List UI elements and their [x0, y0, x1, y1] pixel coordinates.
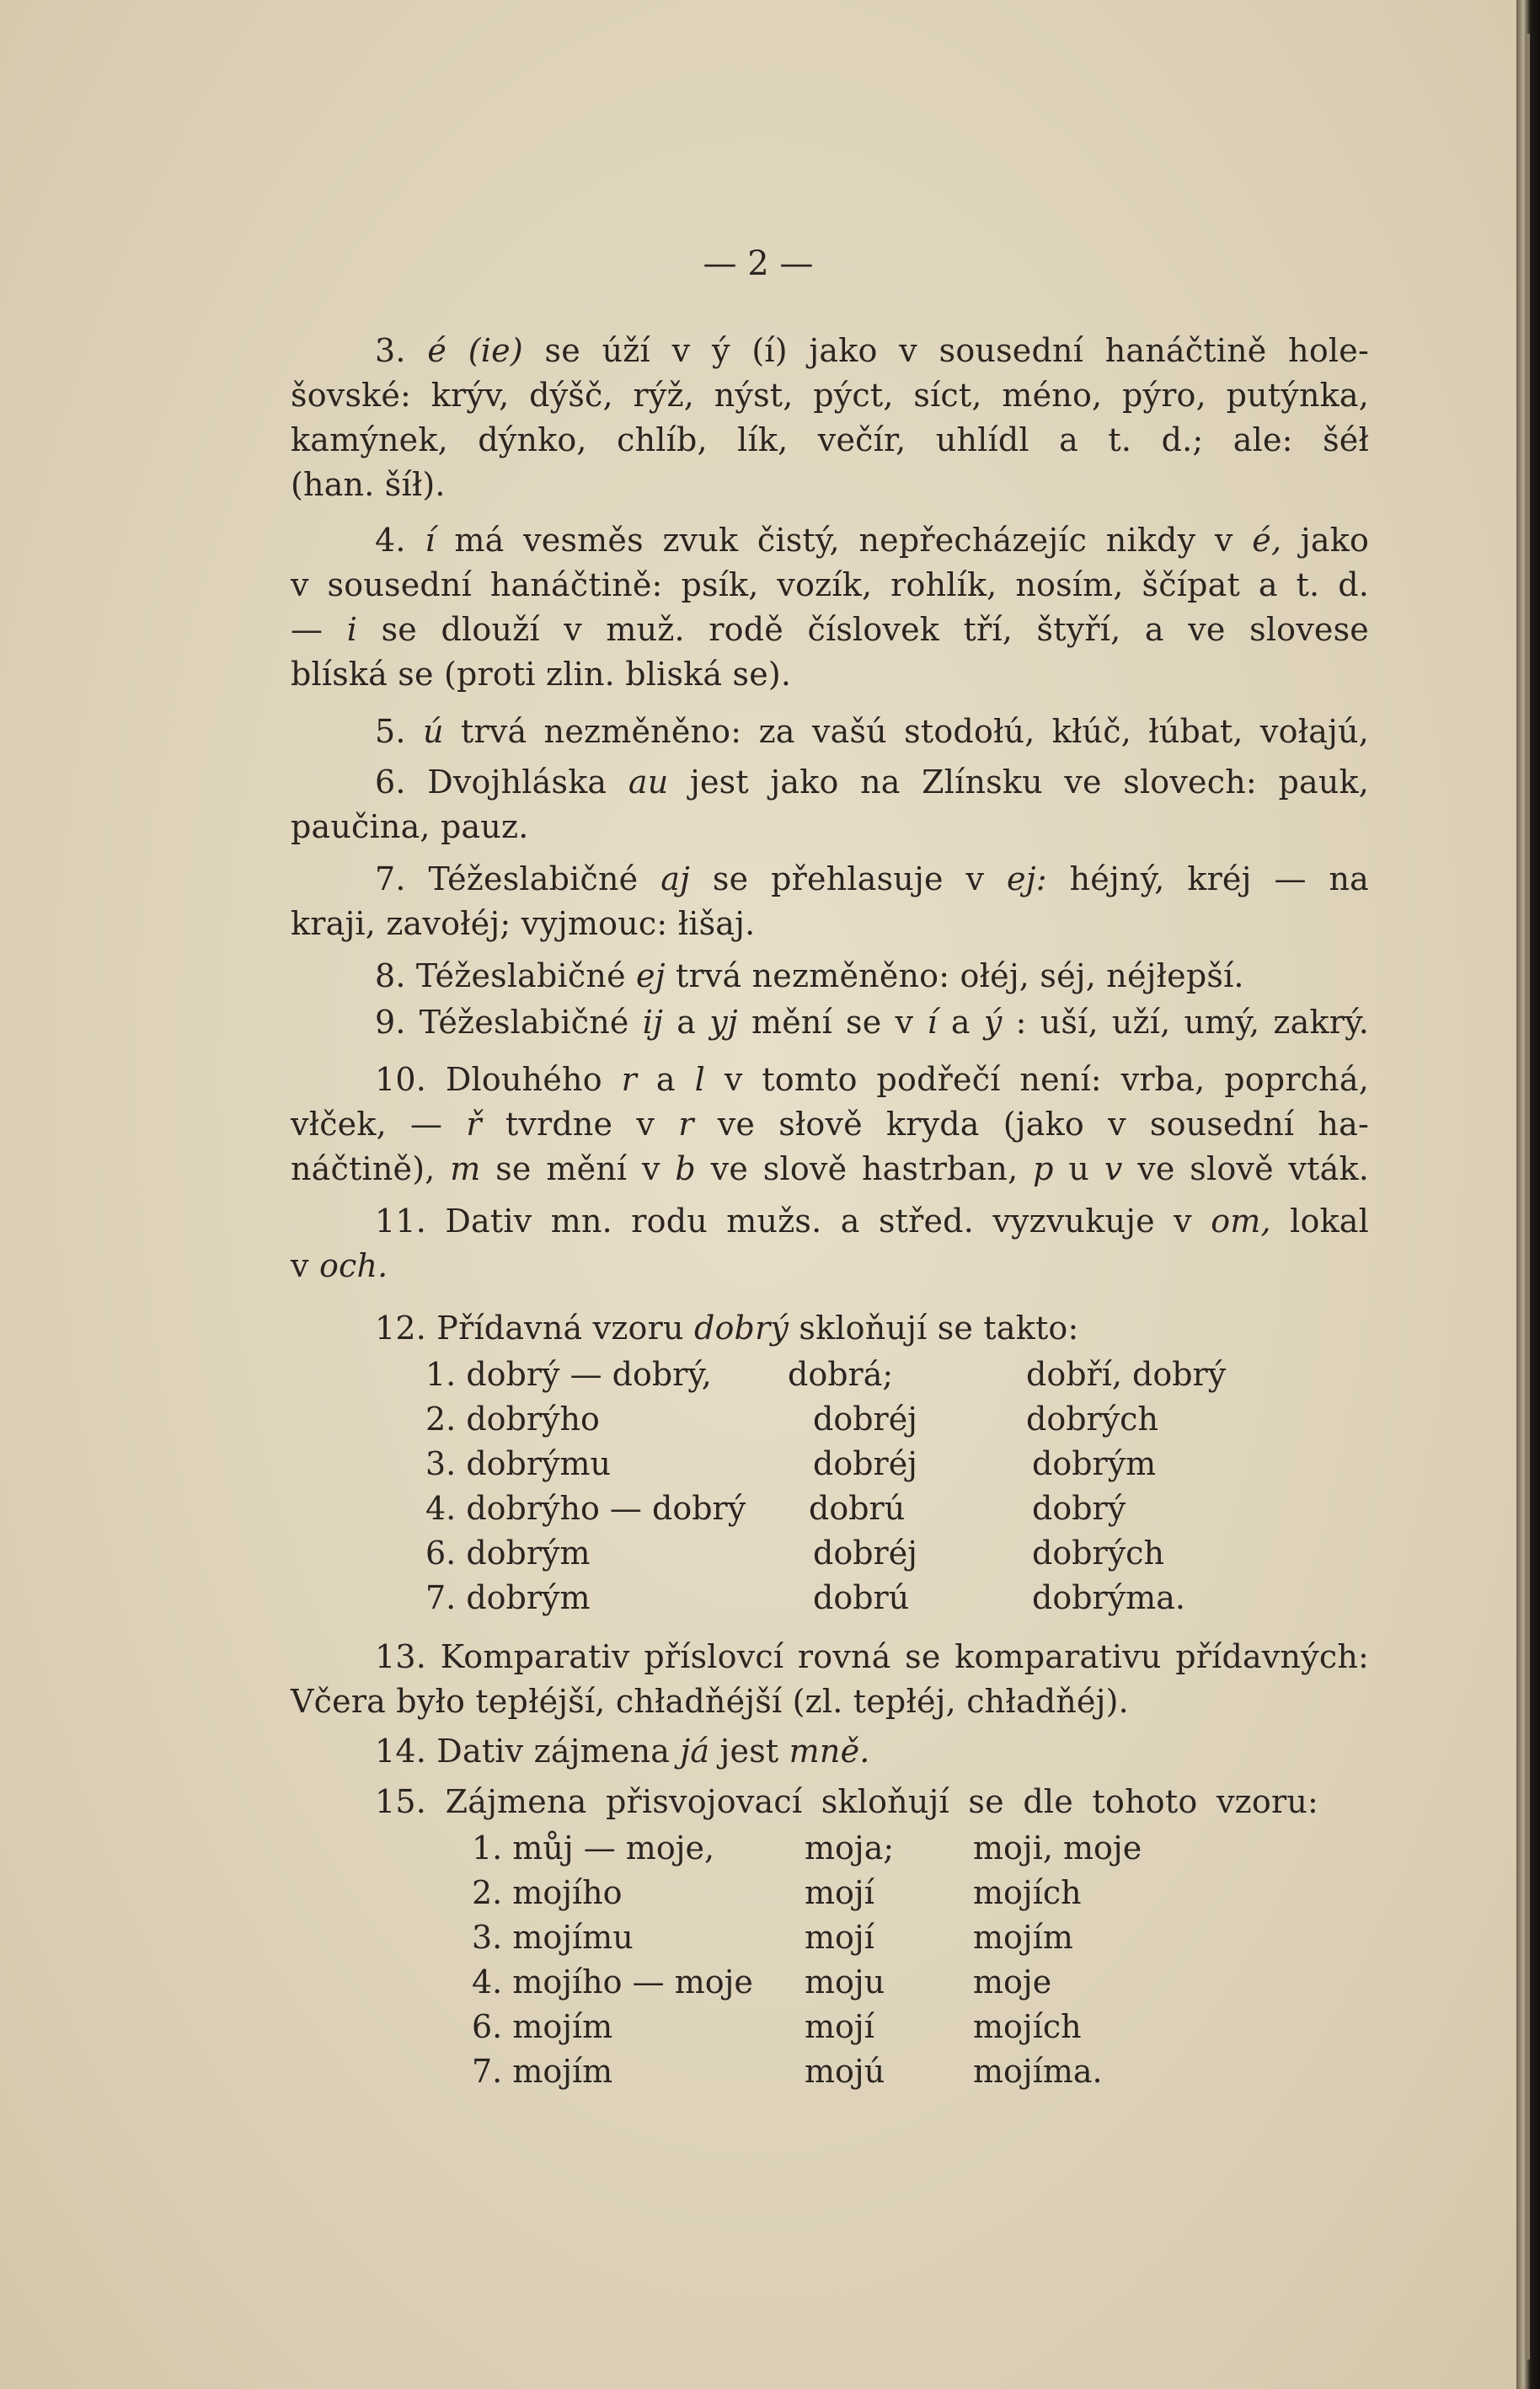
table-cell: 1. můj — moje,	[472, 1829, 715, 1867]
p7-line1: 7. Téžeslabičné aj se přehlasuje v ej: héjný, kréj — na	[375, 860, 1370, 897]
p3-line3: kamýnek, dýnko, chlíb, lík, večír, uhlídl a t. d.; ale: šéł	[291, 421, 1369, 458]
table-cell: mojí	[805, 1919, 874, 1956]
table-cell: 6. dobrým	[425, 1535, 591, 1572]
table-cell: dobrých	[1026, 1401, 1158, 1438]
table-cell: 6. mojím	[472, 2008, 613, 2045]
table-cell: dobří, dobrý	[1026, 1356, 1227, 1393]
p4-line2: v sousední hanáčtině: psík, vozík, rohlík, nosím, ščípat a t. d.	[291, 566, 1369, 603]
p10-line2: vłček, — ř tvrdne v r ve słově kryda (jako v sousední ha-	[291, 1106, 1369, 1143]
table-cell: moju	[805, 1963, 885, 2001]
page-number: — 2 —	[703, 244, 814, 283]
p6-line1: 6. Dvojhláska au jest jako na Zlínsku ve slovech: pauk,	[375, 763, 1370, 801]
table-cell: 4. mojího — moje	[472, 1963, 753, 2001]
table-cell: mojím	[973, 1919, 1073, 1956]
table-cell: dobrých	[1032, 1535, 1164, 1572]
p10-line3: náčtině), m se mění v b ve slově hastrban, p u v ve slově vták.	[291, 1150, 1370, 1187]
table-cell: 3. mojímu	[472, 1919, 634, 1956]
table-cell: mojích	[973, 1874, 1082, 1911]
p5-line1: 5. ú trvá nezměněno: za vašú stodołú, kłúč, łúbat, vołajú,	[375, 713, 1369, 750]
table-cell: 4. dobrýho — dobrý	[425, 1490, 746, 1527]
table-cell: dobrú	[813, 1579, 910, 1616]
p15-line1: 15. Zájmena přisvojovací skloňují se dle tohoto vzoru:	[375, 1783, 1318, 1820]
p10-line1: 10. Dlouhého r a l v tomto podřečí není: vrba, poprchá,	[375, 1061, 1369, 1098]
p11-line2: v och.	[291, 1247, 388, 1284]
table-cell: dobréj	[813, 1401, 917, 1438]
table-cell: dobrým	[1032, 1445, 1157, 1482]
table-cell: 2. dobrýho	[425, 1401, 600, 1438]
p14-line1: 14. Dativ zájmena já jest mně.	[375, 1733, 870, 1770]
p3-line4: (han. šíł).	[291, 466, 446, 503]
table-cell: moja;	[805, 1829, 895, 1867]
p7-line2: kraji, zavołéj; vyjmouc: łišaj.	[291, 905, 756, 942]
p4-line1: 4. í má vesměs zvuk čistý, nepřecházejíc nikdy v é, jako	[375, 522, 1370, 559]
table-cell: 7. mojím	[472, 2053, 613, 2090]
p3-line2: šovské: krýv, dýšč, rýž, nýst, pýct, síct, méno, pýro, putýnka,	[291, 377, 1369, 414]
p9-line1: 9. Téžeslabičné ij a yj mění se v í a ý : uší, uží, umý, zakrý.	[375, 1004, 1370, 1041]
p11-line1: 11. Dativ mn. rodu mužs. a střed. vyzvukuje v om, lokal	[375, 1203, 1370, 1240]
p13-line1: 13. Komparativ příslovcí rovná se komparativu přídavných:	[375, 1638, 1369, 1675]
table-cell: mojí	[805, 2008, 874, 2045]
p4-line4: blíská se (proti zlin. bliská se).	[291, 656, 792, 693]
table-cell: moje	[973, 1963, 1052, 2001]
table-cell: mojíma.	[973, 2053, 1103, 2090]
p3-line1: 3. é (ie) se úží v ý (í) jako v sousední hanáčtině hole-	[375, 332, 1369, 369]
table-cell: mojí	[805, 1874, 874, 1911]
table-cell: dobrýma.	[1032, 1579, 1185, 1616]
table-cell: dobréj	[813, 1535, 917, 1572]
table-cell: dobréj	[813, 1445, 917, 1482]
p8-line1: 8. Téžeslabičné ej trvá nezměněno: ołéj, séj, néjłepší.	[375, 957, 1244, 994]
p4-line3: — i se dlouží v muž. rodě číslovek tří, štyří, a ve slovese	[291, 611, 1369, 648]
p6-line2: paučina, pauz.	[291, 808, 529, 845]
table-cell: 3. dobrýmu	[425, 1445, 612, 1482]
table-cell: mojú	[805, 2053, 885, 2090]
table-cell: dobrú	[809, 1490, 906, 1527]
table-cell: 7. dobrým	[425, 1579, 591, 1616]
table-cell: dobrý	[1032, 1490, 1126, 1527]
table-cell: dobrá;	[788, 1356, 894, 1393]
table-cell: 1. dobrý — dobrý,	[425, 1356, 712, 1393]
table-cell: moji, moje	[973, 1829, 1142, 1867]
page-edge-line	[1527, 34, 1530, 2360]
table-cell: 2. mojího	[472, 1874, 623, 1911]
p12-line1: 12. Přídavná vzoru dobrý skloňují se takto:	[375, 1310, 1079, 1347]
table-cell: mojích	[973, 2008, 1082, 2045]
p13-line2: Včera było tepłéjší, chładňéjší (zl. tepłéj, chładňéj).	[291, 1683, 1129, 1720]
